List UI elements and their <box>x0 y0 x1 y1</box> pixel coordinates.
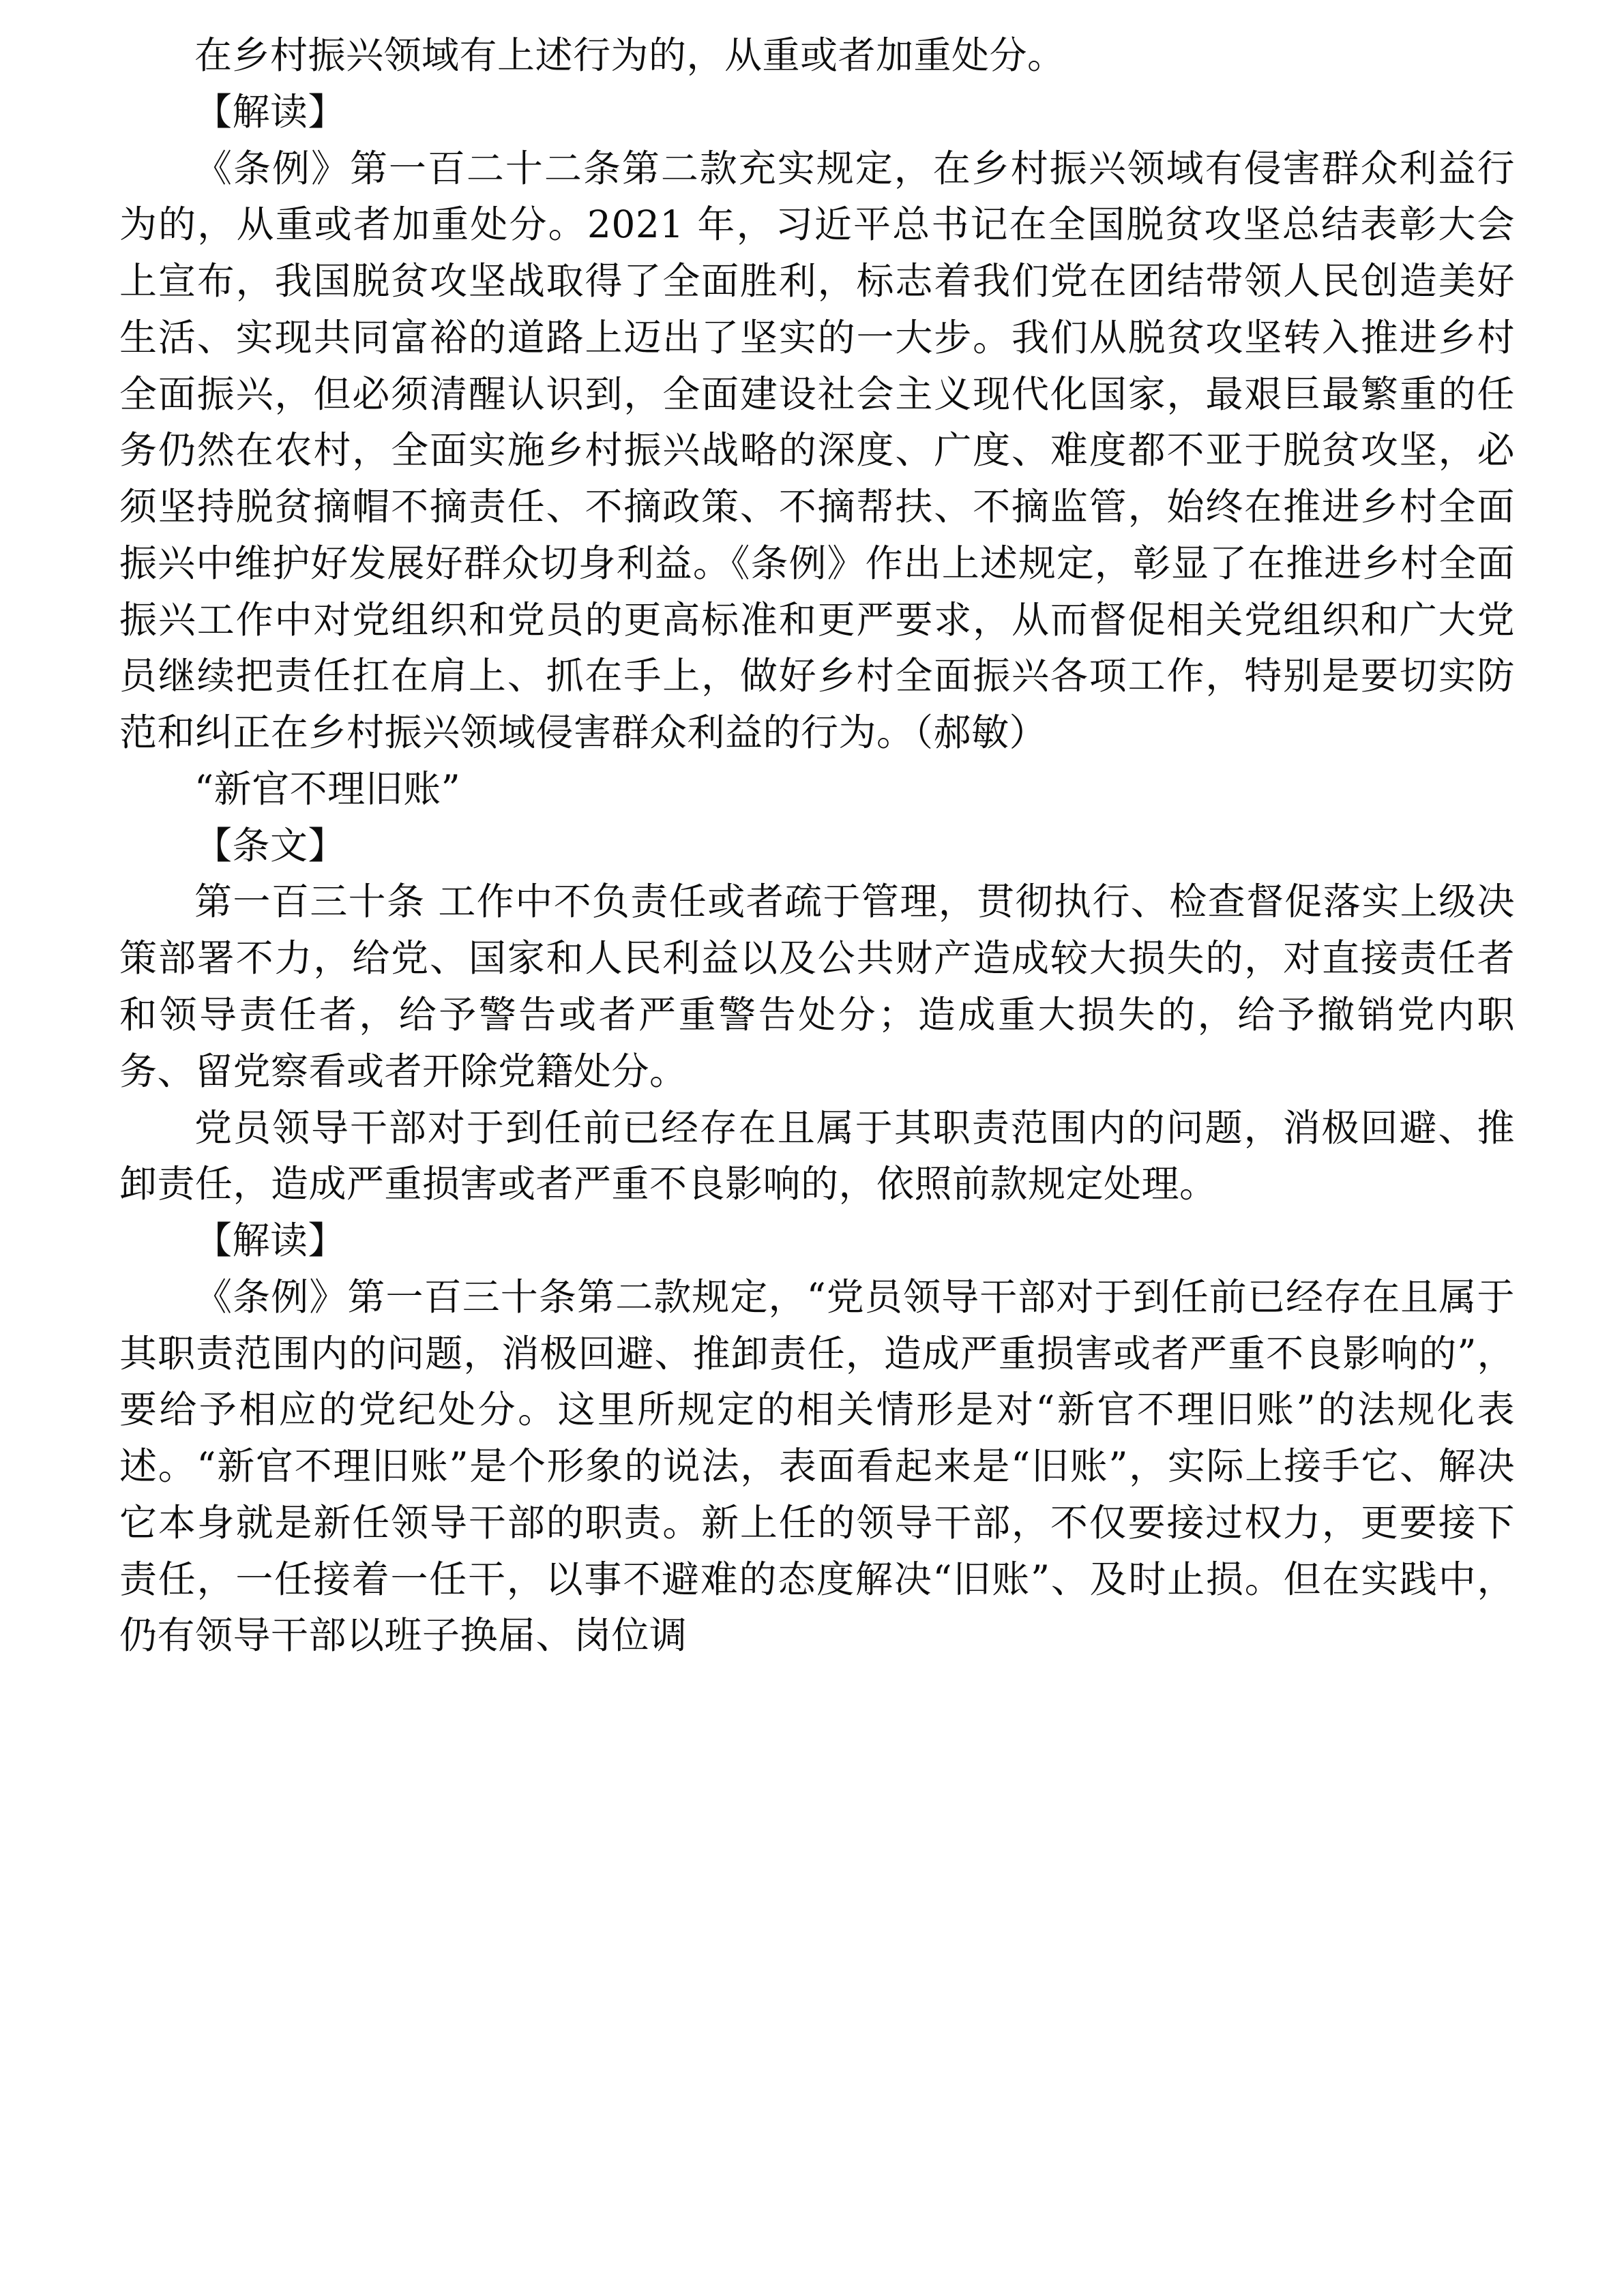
heading-topic-new-official-old-debt: “新官不理旧账” <box>194 766 461 811</box>
document-body <box>119 27 1515 1664</box>
paragraph-rule-statement: 在乡村振兴领域有上述行为的，从重或者加重处分。 <box>194 33 1065 77</box>
paragraph-interpretation-article-130: 《条例》第一百三十条第二款规定，“党员领导干部对于到任前已经存在且属于其职责范围内的问题，消极回避、推卸责任，造成严重损害或者严重不良影响的”，要给予相应的党纪处分。这里所规定的相关情形是对“新官不理旧账”的法规化表述。“新官不理旧账”是个形象的说法，表面看起来是“旧账”，实际上接手它、解决它本身就是新任领导干部的职责。新上任的领导干部，不仅要接过权力，更要接下责任，一任接着一任干，以事不避难的态度解决“旧账”、及时止损。但在实践中，仍有领导干部以班子换届、岗位调 <box>119 1274 1515 1658</box>
paragraph-article-130-clause-2: 党员领导干部对于到任前已经存在且属于其职责范围内的问题，消极回避、推卸责任，造成严重损害或者严重不良影响的，依照前款规定处理。 <box>119 1105 1515 1206</box>
heading-interpretation-second: 【解读】 <box>194 1219 346 1263</box>
paragraph-article-130-clause-1: 第一百三十条 工作中不负责任或者疏于管理，贯彻执行、检查督促落实上级决策部署不力，给党、国家和人民利益以及公共财产造成较大损失的，对直接责任者和领导责任者，给予警告或者严重警告处分；造成重大损失的，给予撤销党内职务、留党察看或者开除党籍处分。 <box>119 880 1515 1093</box>
heading-provision-text: 【条文】 <box>194 823 346 867</box>
paragraph-interpretation-article-122: 《条例》第一百二十二条第二款充实规定，在乡村振兴领域有侵害群众利益行为的，从重或者加重处分。2021 年，习近平总书记在全国脱贫攻坚总结表彰大会上宣布，我国脱贫攻坚战取得了全面胜利，标志着我们党在团结带领人民创造美好生活、实现共同富裕的道路上迈出了坚实的一大步。我们从脱贫攻坚转入推进乡村全面振兴，但必须清醒认识到，全面建设社会主义现代化国家，最艰巨最繁重的任务仍然在农村，全面实施乡村振兴战略的深度、广度、难度都不亚于脱贫攻坚，必须坚持脱贫摘帽不摘责任、不摘政策、不摘帮扶、不摘监管，始终在推进乡村全面振兴中维护好发展好群众切身利益。《条例》作出上述规定，彰显了在推进乡村全面振兴工作中对党组织和党员的更高标准和更严要求，从而督促相关党组织和广大党员继续把责任扛在肩上、抓在手上，做好乡村全面振兴各项工作，特别是要切实防范和纠正在乡村振兴领域侵害群众利益的行为。（郝敏） <box>119 146 1515 755</box>
heading-interpretation-first: 【解读】 <box>194 89 346 134</box>
